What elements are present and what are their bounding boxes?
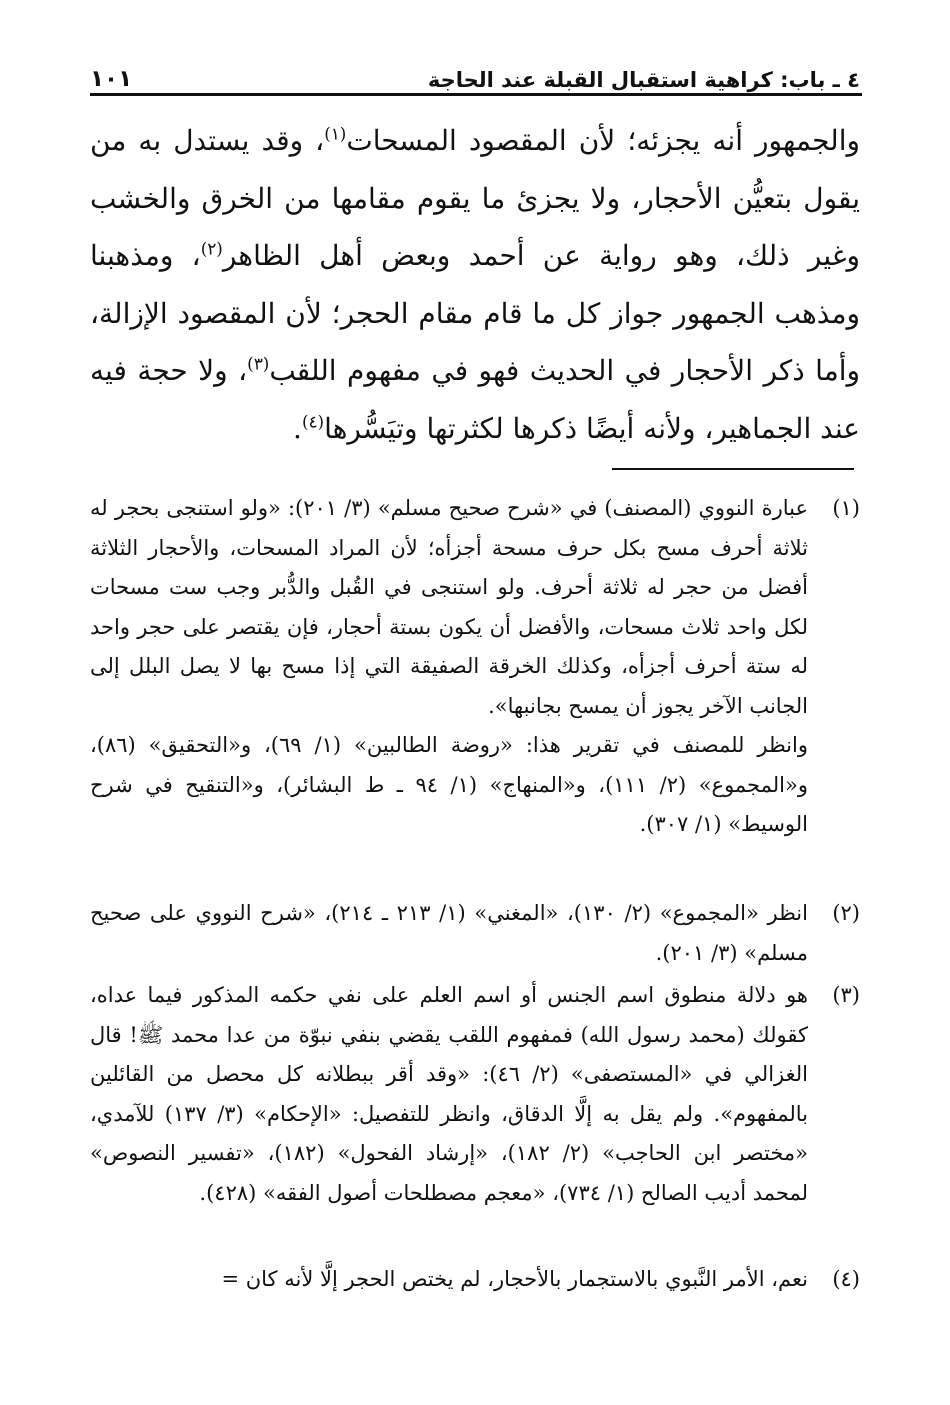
footnote-number: (٤) [832,1267,860,1291]
footnote-ref-1: (١) [324,123,347,144]
footnote-text: هو دلالة منطوق اسم الجنس أو اسم العلم على نفي حكمه المذكور فيما عداه، كقولك (محمد رسول الله) فمفهوم اللقب يقضي بنفي نبوّة من عدا محمد ﷺ! قال الغزالي في «المستصفى» (٢/ ٤٦): «وقد أقر ببطلانه كل محصل من القائلين بالمفهوم». ولم يقل به إلَّا الدقاق، وانظر للتفصيل: «الإحكام» (٣/ ١٣٧) للآمدي، «مختصر ابن الحاجب» (٢/ ١٨٢)، «إرشاد الفحول» (١٨٢)، «تفسير النصوص» لمحمد أديب الصالح (١/ ٧٣٤)، «معجم مصطلحات أصول الفقه» (٤٢٨). [90,983,808,1205]
footnote-ref-4: (٤) [301,411,325,432]
footnote-ref-3: (٣) [247,353,270,374]
page-number: ١٠١ [90,66,133,92]
footnote-3 [90,976,860,1213]
main-text [90,112,860,457]
footnote-number: (٢) [832,901,860,925]
main-text-segment: ، ومذهبنا ومذهب الجمهور جواز كل ما قام مقام الحجر؛ لأن المقصود الإزالة، وأما ذكر الأحجار في الحديث فهو في مفهوم اللقب [90,239,860,387]
footnote-text: نعم، الأمر النَّبوي بالاستجمار بالأحجار، لم يختص الحجر إلَّا لأنه كان = [221,1267,808,1291]
main-text-segment: ، ولا حجة فيه عند الجماهير، ولأنه أيضًا ذكرها لكثرتها وتيَسُّرها [90,354,860,445]
footnote-number: (٣) [832,983,860,1007]
header-rule [90,93,862,96]
chapter-title: ٤ ـ باب: كراهية استقبال القبلة عند الحاجة [427,68,860,92]
footnote-1 [90,489,860,845]
footnote-2 [90,894,860,973]
running-header [90,50,860,92]
footnote-4 [90,1260,860,1300]
main-text-segment: ، وقد يستدل به من يقول بتعيُّن الأحجار، ولا يجزئ ما يقوم مقامها من الخرق والخشب وغير ذلك، وهو رواية عن أحمد وبعض أهل الظاهر [90,124,860,272]
footnote-text: وانظر للمصنف في تقرير هذا: «روضة الطالبين» (١/ ٦٩)، و«التحقيق» (٨٦)، و«المجموع» (٢/ ١١١)، و«المنهاج» (١/ ٩٤ ـ ط البشائر)، و«التنقيح في شرح الوسيط» (١/ ٣٠٧). [90,733,808,836]
footnote-separator [612,468,854,470]
main-text-segment: والجمهور أنه يجزئه؛ لأن المقصود المسحات [346,124,860,157]
footnote-text: عبارة النووي (المصنف) في «شرح صحيح مسلم» (٣/ ٢٠١): «ولو استنجى بحجر له ثلاثة أحرف مسح بكل حرف مسحة أجزأه؛ لأن المراد المسحات، والأحجار الثلاثة أفضل من حجر له ثلاثة أحرف. ولو استنجى في القُبل والدُّبر وجب ست مسحات لكل واحد ثلاث مسحات، والأفضل أن يكون بستة أحجار، فإن يقتصر على حجر واحد له ستة أحرف أجزأه، وكذلك الخرقة الصفيقة التي إذا مسح بها لا يصل البلل إلى الجانب الآخر يجوز أن يمسح بجانبها». [90,496,808,718]
footnote-number: (١) [832,496,860,520]
footnote-ref-2: (٢) [200,238,223,259]
main-text-segment: . [293,411,302,445]
footnote-text: انظر «المجموع» (٢/ ١٣٠)، «المغني» (١/ ٢١٣ ـ ٢١٤)، «شرح النووي على صحيح مسلم» (٣/ ٢٠١). [90,901,808,965]
